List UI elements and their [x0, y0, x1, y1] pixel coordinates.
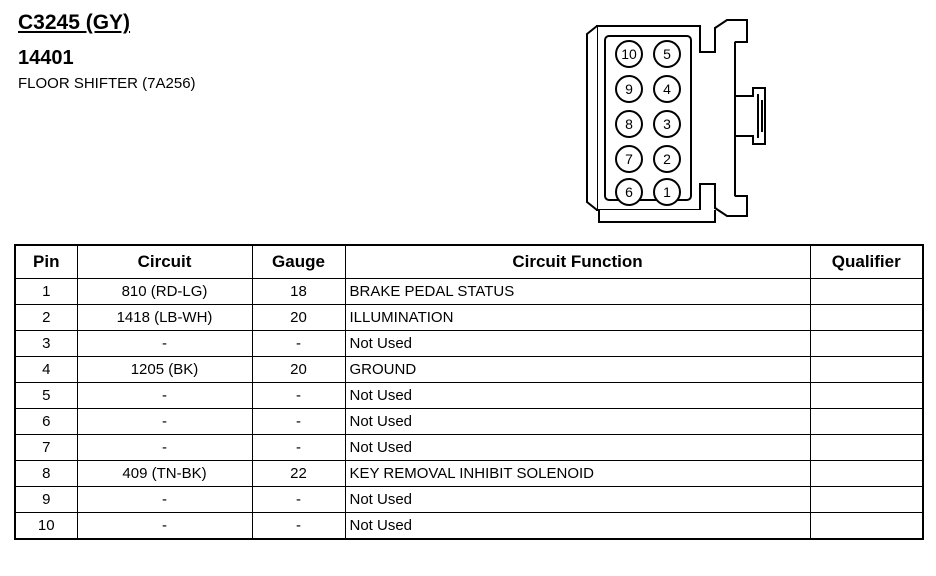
- cell-qualifier: [810, 305, 923, 331]
- cell-qualifier: [810, 409, 923, 435]
- cell-qualifier: [810, 435, 923, 461]
- table-row: [15, 305, 923, 331]
- cell-circuit: -: [77, 487, 252, 513]
- cell-pin: 10: [15, 513, 77, 540]
- table-row: [15, 409, 923, 435]
- cell-circuit: -: [77, 513, 252, 540]
- cell-circuit-function: KEY REMOVAL INHIBIT SOLENOID: [345, 461, 810, 487]
- cell-circuit-function: Not Used: [345, 331, 810, 357]
- cell-qualifier: [810, 461, 923, 487]
- connector-pin-6: 6: [625, 184, 633, 200]
- cell-circuit-function: Not Used: [345, 383, 810, 409]
- cell-pin: 4: [15, 357, 77, 383]
- cell-qualifier: [810, 383, 923, 409]
- connector-pin-8: 8: [625, 116, 633, 132]
- connector-pin-7: 7: [625, 151, 633, 167]
- cell-pin: 5: [15, 383, 77, 409]
- cell-circuit-function: GROUND: [345, 357, 810, 383]
- cell-gauge: 22: [252, 461, 345, 487]
- cell-circuit: -: [77, 435, 252, 461]
- cell-circuit: 1418 (LB-WH): [77, 305, 252, 331]
- cell-qualifier: [810, 279, 923, 305]
- cell-pin: 3: [15, 331, 77, 357]
- cell-pin: 1: [15, 279, 77, 305]
- cell-gauge: -: [252, 487, 345, 513]
- part-number: 14401: [18, 47, 74, 69]
- cell-circuit: -: [77, 331, 252, 357]
- cell-qualifier: [810, 487, 923, 513]
- table-row: [15, 357, 923, 383]
- table-row: [15, 383, 923, 409]
- cell-circuit: 1205 (BK): [77, 357, 252, 383]
- cell-qualifier: [810, 513, 923, 540]
- cell-circuit: 810 (RD-LG): [77, 279, 252, 305]
- connector-pin-10: 10: [621, 46, 637, 62]
- pinout-table: [14, 244, 924, 540]
- connector-pin-4: 4: [663, 81, 671, 97]
- cell-gauge: -: [252, 331, 345, 357]
- cell-pin: 7: [15, 435, 77, 461]
- part-name: FLOOR SHIFTER (7A256): [18, 75, 196, 92]
- connector-header: [18, 10, 196, 94]
- connector-id: C3245 (GY): [18, 11, 131, 34]
- cell-circuit-function: Not Used: [345, 435, 810, 461]
- cell-qualifier: [810, 357, 923, 383]
- cell-gauge: -: [252, 513, 345, 540]
- column-header-circuit: Circuit: [77, 245, 252, 279]
- table-row: [15, 279, 923, 305]
- table-row: [15, 435, 923, 461]
- cell-pin: 8: [15, 461, 77, 487]
- cell-circuit-function: Not Used: [345, 513, 810, 540]
- column-header-pin: Pin: [15, 245, 77, 279]
- column-header-qualifier: Qualifier: [810, 245, 923, 279]
- cell-gauge: 20: [252, 305, 345, 331]
- connector-pin-1: 1: [663, 184, 671, 200]
- connector-pin-2: 2: [663, 151, 671, 167]
- cell-gauge: -: [252, 409, 345, 435]
- cell-pin: 2: [15, 305, 77, 331]
- cell-gauge: -: [252, 383, 345, 409]
- connector-pin-9: 9: [625, 81, 633, 97]
- cell-circuit: -: [77, 383, 252, 409]
- connector-illustration: [575, 14, 775, 235]
- connector-pin-5: 5: [663, 46, 671, 62]
- cell-circuit: 409 (TN-BK): [77, 461, 252, 487]
- cell-gauge: 18: [252, 279, 345, 305]
- cell-qualifier: [810, 331, 923, 357]
- cell-gauge: 20: [252, 357, 345, 383]
- cell-circuit-function: BRAKE PEDAL STATUS: [345, 279, 810, 305]
- table-row: [15, 513, 923, 540]
- pinout-table-container: [14, 244, 922, 540]
- table-row: [15, 487, 923, 513]
- column-header-gauge: Gauge: [252, 245, 345, 279]
- cell-pin: 6: [15, 409, 77, 435]
- cell-circuit-function: Not Used: [345, 487, 810, 513]
- column-header-circuit-function: Circuit Function: [345, 245, 810, 279]
- cell-circuit-function: ILLUMINATION: [345, 305, 810, 331]
- table-header-row: [15, 245, 923, 279]
- table-row: [15, 331, 923, 357]
- cell-pin: 9: [15, 487, 77, 513]
- cell-gauge: -: [252, 435, 345, 461]
- cell-circuit-function: Not Used: [345, 409, 810, 435]
- cell-circuit: -: [77, 409, 252, 435]
- table-row: [15, 461, 923, 487]
- connector-pin-3: 3: [663, 116, 671, 132]
